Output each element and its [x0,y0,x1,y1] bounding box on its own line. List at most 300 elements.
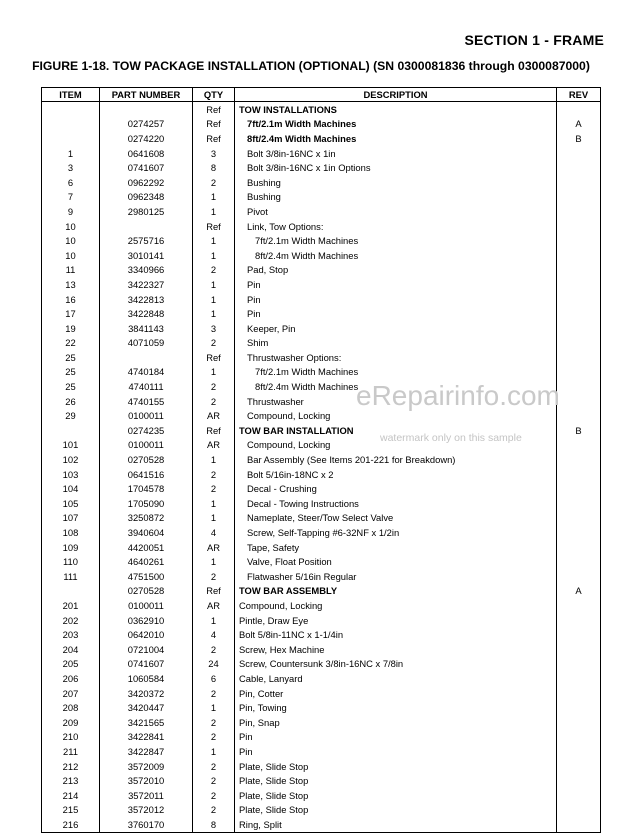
cell-qty: 1 [193,511,235,526]
cell-part-number: 3340966 [100,263,193,278]
table-row [42,817,601,832]
cell-item: 212 [42,759,100,774]
cell-item: 10 [42,219,100,234]
cell-part-number: 3420372 [100,686,193,701]
cell-qty: 8 [193,160,235,175]
cell-qty: 24 [193,657,235,672]
cell-rev [557,715,601,730]
cell-rev [557,554,601,569]
cell-rev [557,511,601,526]
cell-rev [557,292,601,307]
cell-qty: 2 [193,773,235,788]
table-row [42,131,601,146]
cell-rev [557,160,601,175]
cell-description: Screw, Countersunk 3/8in-16NC x 7/8in [235,657,557,672]
cell-description: Shim [235,336,557,351]
cell-description: Bushing [235,190,557,205]
cell-qty: Ref [193,584,235,599]
table-row [42,569,601,584]
cell-rev [557,438,601,453]
cell-description: Screw, Hex Machine [235,642,557,657]
cell-item: 214 [42,788,100,803]
cell-part-number: 4740184 [100,365,193,380]
cell-part-number: 0962348 [100,190,193,205]
cell-part-number: 0721004 [100,642,193,657]
cell-description: Bolt 5/8in-11NC x 1-1/4in [235,627,557,642]
cell-item: 207 [42,686,100,701]
cell-qty: 1 [193,190,235,205]
cell-part-number [100,102,193,117]
cell-description: TOW INSTALLATIONS [235,102,557,117]
cell-qty: 1 [193,496,235,511]
cell-rev [557,730,601,745]
table-row [42,671,601,686]
cell-rev [557,788,601,803]
cell-item: 103 [42,467,100,482]
cell-part-number: 0274257 [100,117,193,132]
cell-rev [557,613,601,628]
cell-part-number: 3422848 [100,306,193,321]
cell-rev [557,233,601,248]
cell-qty: 1 [193,452,235,467]
watermark-subtext: watermark only on this sample [380,432,522,444]
cell-description: 8ft/2.4m Width Machines [235,379,557,394]
cell-part-number: 3422841 [100,730,193,745]
cell-rev [557,408,601,423]
cell-rev [557,336,601,351]
cell-rev [557,102,601,117]
cell-item: 11 [42,263,100,278]
cell-qty: 4 [193,525,235,540]
section-title: SECTION 1 - FRAME [464,32,604,48]
table-row [42,525,601,540]
cell-description: Bolt 3/8in-16NC x 1in Options [235,160,557,175]
cell-part-number: 4751500 [100,569,193,584]
table-row [42,292,601,307]
header-rev: REV [557,88,601,102]
table-row [42,584,601,599]
cell-rev: B [557,131,601,146]
cell-qty: 2 [193,336,235,351]
cell-part-number: 3422847 [100,744,193,759]
cell-part-number: 3572010 [100,773,193,788]
cell-part-number: 3572012 [100,803,193,818]
table-row [42,642,601,657]
cell-item: 25 [42,350,100,365]
cell-qty: 1 [193,554,235,569]
cell-item: 3 [42,160,100,175]
cell-item [42,131,100,146]
table-row [42,730,601,745]
cell-description: Pin [235,277,557,292]
cell-item: 9 [42,204,100,219]
cell-part-number: 4740111 [100,379,193,394]
cell-rev: B [557,423,601,438]
cell-rev [557,569,601,584]
table-row [42,759,601,774]
cell-rev [557,671,601,686]
cell-rev [557,627,601,642]
table-row [42,146,601,161]
cell-qty: 1 [193,365,235,380]
cell-rev [557,773,601,788]
cell-description: Bushing [235,175,557,190]
cell-rev [557,817,601,832]
cell-description: Plate, Slide Stop [235,759,557,774]
cell-qty: 3 [193,321,235,336]
table-row [42,306,601,321]
cell-part-number: 4071059 [100,336,193,351]
cell-qty: 1 [193,306,235,321]
table-row [42,350,601,365]
cell-rev [557,452,601,467]
cell-qty: AR [193,408,235,423]
cell-description: Bar Assembly (See Items 201-221 for Breakdown) [235,452,557,467]
table-row [42,204,601,219]
cell-qty: 2 [193,481,235,496]
cell-part-number: 0962292 [100,175,193,190]
cell-item: 26 [42,394,100,409]
cell-part-number: 0274235 [100,423,193,438]
cell-part-number: 1704578 [100,481,193,496]
cell-rev [557,175,601,190]
cell-item: 109 [42,540,100,555]
cell-qty: 2 [193,569,235,584]
cell-item: 205 [42,657,100,672]
table-row [42,511,601,526]
cell-item: 202 [42,613,100,628]
table-row [42,700,601,715]
cell-qty: 1 [193,292,235,307]
cell-description: Screw, Self-Tapping #6-32NF x 1/2in [235,525,557,540]
cell-part-number: 1705090 [100,496,193,511]
cell-part-number: 0362910 [100,613,193,628]
header-item: ITEM [42,88,100,102]
table-row [42,233,601,248]
figure-title: FIGURE 1-18. TOW PACKAGE INSTALLATION (OPTIONAL) (SN 0300081836 through 0300087000) [32,59,590,73]
cell-rev [557,219,601,234]
cell-rev [557,263,601,278]
cell-description: TOW BAR ASSEMBLY [235,584,557,599]
cell-rev [557,248,601,263]
table-row [42,175,601,190]
cell-part-number: 3841143 [100,321,193,336]
cell-qty: AR [193,540,235,555]
cell-qty: 1 [193,277,235,292]
cell-qty: 2 [193,379,235,394]
cell-qty: 4 [193,627,235,642]
cell-qty: 1 [193,613,235,628]
cell-item: 6 [42,175,100,190]
cell-description: 7ft/2.1m Width Machines [235,233,557,248]
cell-description: TOW BAR INSTALLATION [235,423,557,438]
cell-item: 17 [42,306,100,321]
cell-item: 16 [42,292,100,307]
cell-part-number: 3250872 [100,511,193,526]
cell-description: Bolt 3/8in-16NC x 1in [235,146,557,161]
table-row [42,365,601,380]
cell-item: 110 [42,554,100,569]
cell-description: Pin [235,744,557,759]
cell-description: Pin, Cotter [235,686,557,701]
cell-part-number: 0641516 [100,467,193,482]
cell-part-number: 0642010 [100,627,193,642]
table-row [42,452,601,467]
table-row [42,496,601,511]
table-header-row [42,88,601,102]
cell-qty: AR [193,598,235,613]
table-row [42,788,601,803]
cell-part-number: 2980125 [100,204,193,219]
cell-item: 13 [42,277,100,292]
cell-part-number: 3421565 [100,715,193,730]
cell-part-number: 0741607 [100,657,193,672]
cell-rev [557,686,601,701]
cell-qty: 2 [193,803,235,818]
header-qty: QTY [193,88,235,102]
cell-qty: 2 [193,686,235,701]
cell-item: 1 [42,146,100,161]
cell-part-number: 4420051 [100,540,193,555]
cell-rev [557,190,601,205]
cell-part-number: 4740155 [100,394,193,409]
cell-part-number [100,219,193,234]
cell-rev [557,467,601,482]
cell-rev [557,204,601,219]
cell-description: Pin, Snap [235,715,557,730]
cell-description: Ring, Split [235,817,557,832]
cell-description: Pin, Towing [235,700,557,715]
table-row [42,554,601,569]
table-row [42,744,601,759]
table-row [42,117,601,132]
cell-item: 208 [42,700,100,715]
cell-part-number: 0274220 [100,131,193,146]
watermark: eRepairinfo.com [356,380,560,411]
header-description: DESCRIPTION [235,88,557,102]
cell-qty: 2 [193,394,235,409]
cell-description: Plate, Slide Stop [235,773,557,788]
cell-description: Plate, Slide Stop [235,803,557,818]
cell-item: 215 [42,803,100,818]
cell-rev [557,598,601,613]
cell-item [42,423,100,438]
cell-qty: Ref [193,423,235,438]
cell-part-number: 2575716 [100,233,193,248]
cell-description: Cable, Lanyard [235,671,557,686]
cell-description: Compound, Locking [235,408,557,423]
cell-rev: A [557,117,601,132]
table-row [42,657,601,672]
cell-item: 216 [42,817,100,832]
cell-part-number [100,350,193,365]
cell-description: Decal - Crushing [235,481,557,496]
table-row [42,803,601,818]
cell-item [42,102,100,117]
table-row [42,598,601,613]
cell-description: Compound, Locking [235,598,557,613]
cell-description: 8ft/2.4m Width Machines [235,248,557,263]
cell-qty: 2 [193,715,235,730]
table-row [42,686,601,701]
parts-table-body [42,102,601,833]
cell-part-number: 3422813 [100,292,193,307]
cell-description: Decal - Towing Instructions [235,496,557,511]
cell-item [42,117,100,132]
cell-description: Nameplate, Steer/Tow Select Valve [235,511,557,526]
cell-description: Tape, Safety [235,540,557,555]
header-part-number: PART NUMBER [100,88,193,102]
cell-qty: 1 [193,204,235,219]
table-row [42,277,601,292]
cell-item: 209 [42,715,100,730]
table-row [42,715,601,730]
cell-item: 206 [42,671,100,686]
cell-description: Compound, Locking [235,438,557,453]
cell-qty: 8 [193,817,235,832]
cell-item: 7 [42,190,100,205]
cell-part-number: 3420447 [100,700,193,715]
table-row [42,613,601,628]
cell-rev [557,379,601,394]
cell-item: 204 [42,642,100,657]
cell-part-number: 0270528 [100,452,193,467]
cell-part-number: 3422327 [100,277,193,292]
cell-item: 111 [42,569,100,584]
table-row [42,627,601,642]
table-row [42,321,601,336]
table-row [42,263,601,278]
cell-rev [557,759,601,774]
cell-rev [557,525,601,540]
cell-description: Thrustwasher [235,394,557,409]
cell-rev [557,657,601,672]
cell-description: Bolt 5/16in-18NC x 2 [235,467,557,482]
cell-description: Valve, Float Position [235,554,557,569]
cell-qty: 1 [193,233,235,248]
cell-item: 10 [42,248,100,263]
cell-qty: 2 [193,759,235,774]
cell-description: Link, Tow Options: [235,219,557,234]
cell-part-number: 3572011 [100,788,193,803]
cell-item: 25 [42,379,100,394]
cell-rev [557,744,601,759]
cell-part-number: 4640261 [100,554,193,569]
cell-item: 210 [42,730,100,745]
table-row [42,219,601,234]
cell-item: 19 [42,321,100,336]
cell-part-number: 3572009 [100,759,193,774]
cell-part-number: 3760170 [100,817,193,832]
cell-part-number: 0641608 [100,146,193,161]
table-row [42,481,601,496]
cell-rev [557,146,601,161]
cell-qty: Ref [193,350,235,365]
cell-qty: 6 [193,671,235,686]
cell-qty: AR [193,438,235,453]
table-row [42,540,601,555]
cell-rev: A [557,584,601,599]
cell-item: 104 [42,481,100,496]
cell-qty: 2 [193,175,235,190]
cell-item: 105 [42,496,100,511]
cell-item: 102 [42,452,100,467]
table-row [42,160,601,175]
cell-qty: Ref [193,117,235,132]
cell-rev [557,394,601,409]
cell-qty: 2 [193,263,235,278]
cell-qty: Ref [193,131,235,146]
cell-part-number: 0270528 [100,584,193,599]
cell-rev [557,803,601,818]
cell-rev [557,700,601,715]
cell-item: 211 [42,744,100,759]
cell-rev [557,350,601,365]
cell-description: 7ft/2.1m Width Machines [235,365,557,380]
cell-qty: 1 [193,700,235,715]
cell-item: 201 [42,598,100,613]
cell-description: Pin [235,306,557,321]
cell-description: Pin [235,292,557,307]
cell-item [42,584,100,599]
cell-qty: Ref [193,102,235,117]
cell-item: 213 [42,773,100,788]
table-row [42,190,601,205]
cell-part-number: 1060584 [100,671,193,686]
cell-description: Pintle, Draw Eye [235,613,557,628]
cell-qty: 1 [193,744,235,759]
cell-item: 101 [42,438,100,453]
cell-rev [557,496,601,511]
cell-item: 10 [42,233,100,248]
cell-rev [557,306,601,321]
cell-qty: 2 [193,730,235,745]
cell-item: 203 [42,627,100,642]
cell-description: 7ft/2.1m Width Machines [235,117,557,132]
table-row [42,467,601,482]
cell-description: Pin [235,730,557,745]
cell-description: Thrustwasher Options: [235,350,557,365]
cell-qty: 3 [193,146,235,161]
cell-description: 8ft/2.4m Width Machines [235,131,557,146]
cell-description: Plate, Slide Stop [235,788,557,803]
cell-description: Keeper, Pin [235,321,557,336]
cell-part-number: 3940604 [100,525,193,540]
table-row [42,102,601,117]
cell-qty: 1 [193,248,235,263]
cell-qty: 2 [193,788,235,803]
cell-part-number: 0741607 [100,160,193,175]
cell-item: 25 [42,365,100,380]
cell-description: Pivot [235,204,557,219]
cell-item: 29 [42,408,100,423]
cell-qty: Ref [193,219,235,234]
table-row [42,248,601,263]
cell-item: 108 [42,525,100,540]
cell-item: 107 [42,511,100,526]
cell-rev [557,277,601,292]
cell-description: Flatwasher 5/16in Regular [235,569,557,584]
cell-qty: 2 [193,467,235,482]
parts-table [41,87,601,833]
cell-description: Pad, Stop [235,263,557,278]
cell-rev [557,365,601,380]
cell-part-number: 0100011 [100,438,193,453]
cell-qty: 2 [193,642,235,657]
cell-rev [557,642,601,657]
cell-rev [557,321,601,336]
cell-part-number: 0100011 [100,598,193,613]
